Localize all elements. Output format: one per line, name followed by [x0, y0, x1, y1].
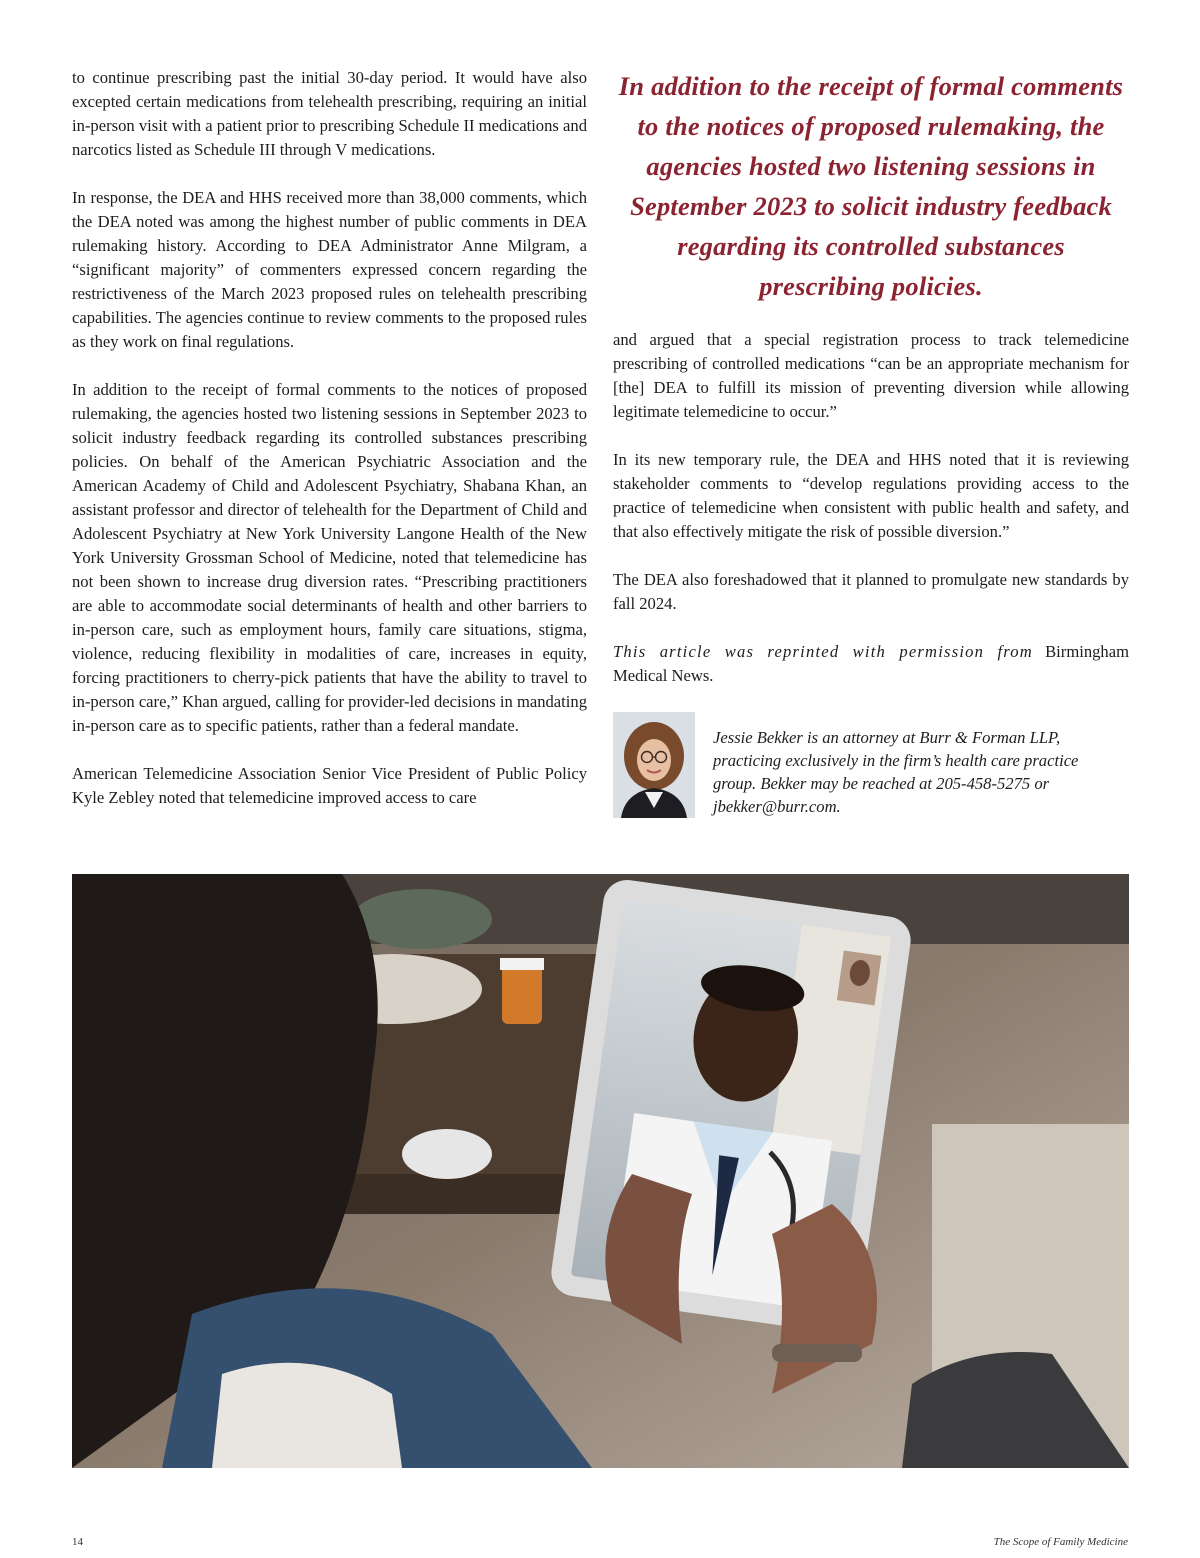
- page-number: 14: [72, 1536, 83, 1548]
- reprint-note: [613, 640, 1129, 688]
- body-paragraph: American Telemedicine Association Senior Vice President of Public Policy Kyle Zebley noted that telemedicine improved access to care: [72, 764, 587, 807]
- body-paragraph: and argued that a special registration process to track telemedicine prescribing of controlled medications “can be an appropriate mechanism for [the] DEA to fulfill its mission of preventing diversion while allowing legitimate telemedicine to occur.”: [613, 330, 1129, 421]
- body-paragraph: In addition to the receipt of formal comments to the notices of proposed rulemaking, the agencies hosted two listening sessions in September 2023 to solicit industry feedback regarding its controlled substances prescribing policies. On behalf of the American Psychiatric Association and the American Academy of Child and Adolescent Psychiatry, Shabana Khan, an assistant professor and director of telehealth for the Department of Child and Adolescent Psychiatry at New York University Langone Health of the New York University Grossman School of Medicine, noted that telemedicine has not been shown to increase drug diversion rates. “Prescribing practitioners are able to accommodate social determinants of health and other barriers to in-person care, such as employment hours, family care situations, stigma, violence, reducing flexibility in modalities of care, increases in equity, forcing practitioners to cherry-pick patients that have the ability to travel to in-person care,” Khan argued, calling for provider-led decisions in mandating in-person care as to specific patients, rather than a federal mandate.: [72, 380, 587, 735]
- reprint-italic: This article was reprinted with permission from: [613, 642, 1033, 661]
- body-paragraph: to continue prescribing past the initial 30-day period. It would have also excepted certain medications from telehealth prescribing, requiring an initial in-person visit with a patient prior to prescribing Schedule II medications and narcotics listed as Schedule III through V medications.: [72, 68, 587, 159]
- author-photo: [613, 712, 695, 818]
- body-paragraph: In its new temporary rule, the DEA and HHS noted that it is reviewing stakeholder comments to “develop regulations providing access to the practice of telemedicine when consistent with public health and safety, and that also effectively mitigate the risk of possible diversion.”: [613, 450, 1129, 541]
- publication-name: The Scope of Family Medicine: [993, 1536, 1128, 1548]
- reprint-source: Birmingham Medical News.: [613, 642, 1129, 685]
- left-column: [72, 66, 587, 834]
- right-column: [613, 66, 1129, 822]
- author-bio: Jessie Bekker is an attorney at Burr & Forman LLP, practicing exclusively in the firm’s health care practice group. Bekker may be reached at 205-458-5275 or jbekker@burr.com.: [713, 728, 1079, 816]
- pull-quote: In addition to the receipt of formal comments to the notices of proposed rulemaking, the agencies hosted two listening sessions in September 2023 to solicit industry feedback regarding its controlled substances prescribing policies.: [618, 71, 1124, 301]
- body-paragraph: In response, the DEA and HHS received more than 38,000 comments, which the DEA noted was among the highest number of public comments in DEA rulemaking history. According to DEA Administrator Anne Milgram, a “significant majority” of commenters expressed concern regarding the restrictiveness of the March 2023 proposed rules on telehealth prescribing capabilities. The agencies continue to review comments to the proposed rules as they work on final regulations.: [72, 188, 587, 351]
- body-paragraph: The DEA also foreshadowed that it planned to promulgate new standards by fall 2024.: [613, 570, 1129, 613]
- author-box: [613, 712, 1129, 822]
- telehealth-photo: [72, 874, 1129, 1468]
